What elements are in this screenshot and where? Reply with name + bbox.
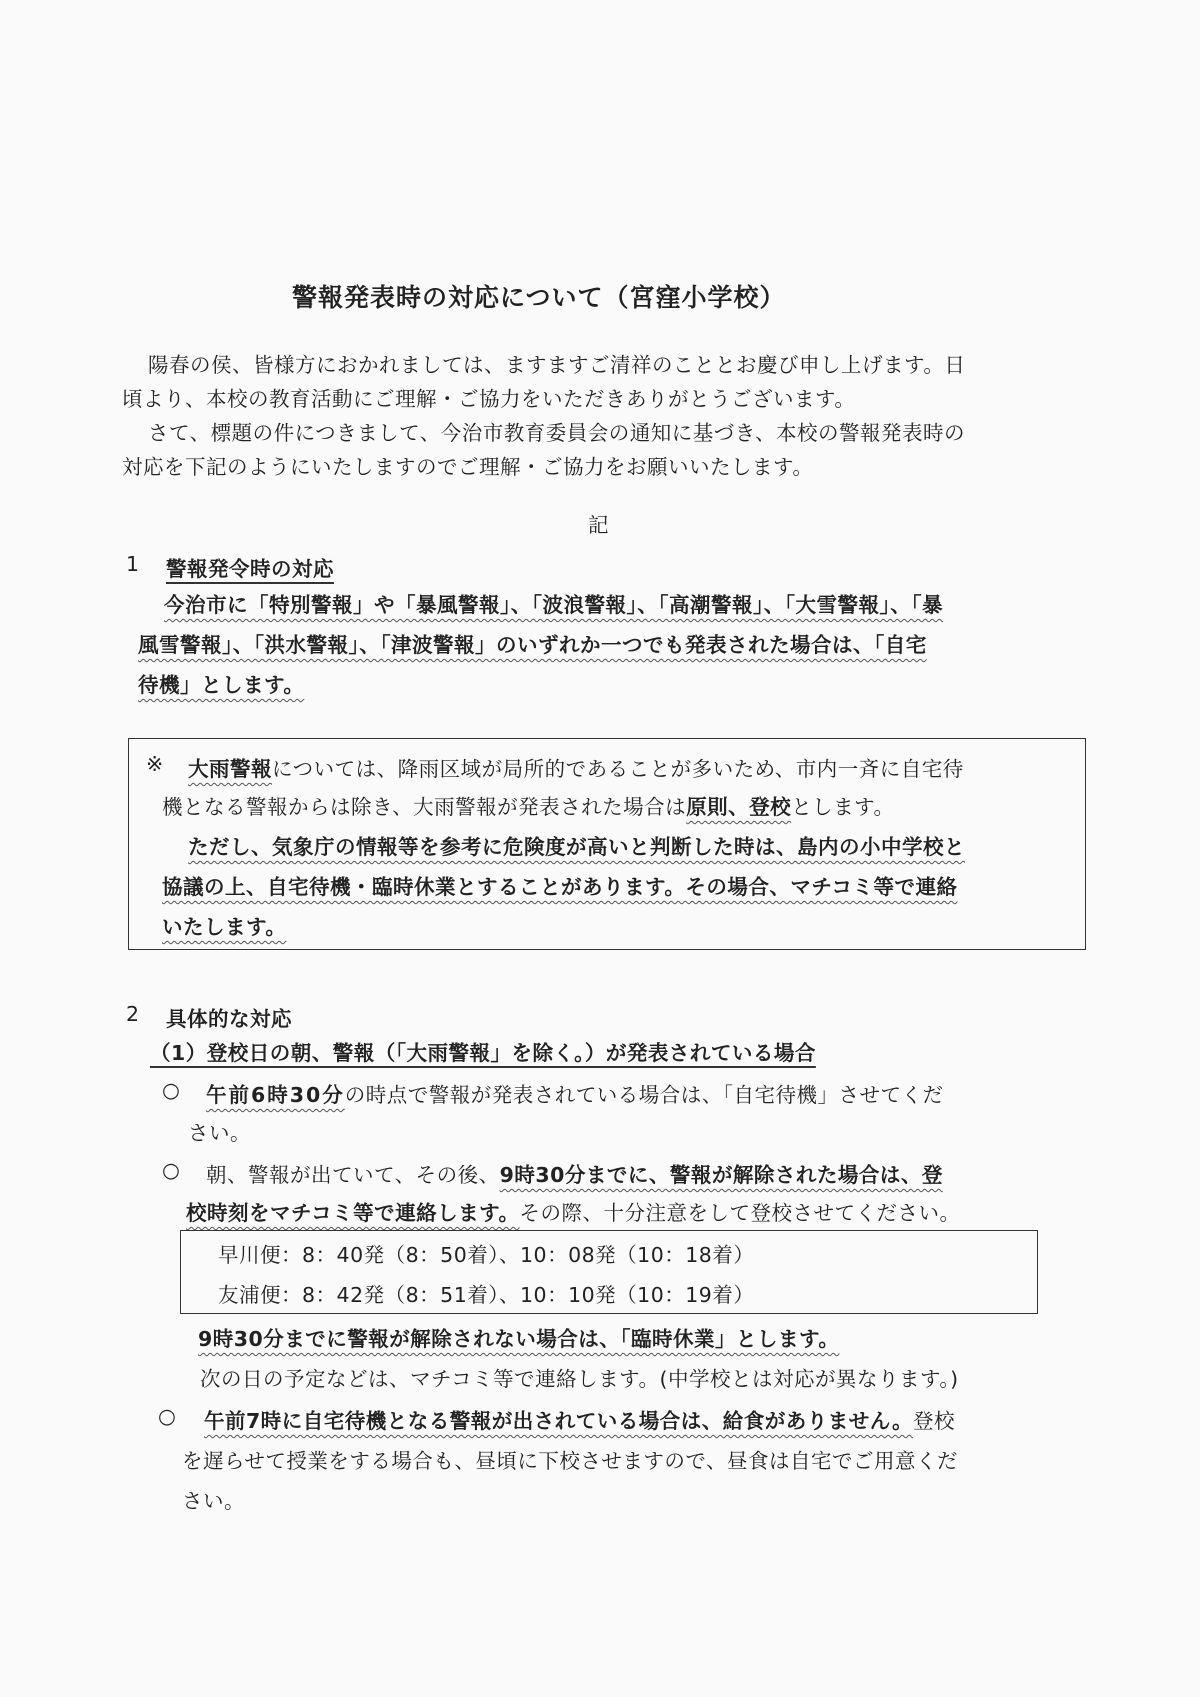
page-title: 警報発表時の対応について（宮窪小学校） [292,283,786,312]
intro-line-4: 対応を下記のようにいたしますのでご理解・ご協力をお願いいたします。 [122,455,814,479]
bullet-3-a: 午前7時に自宅待機となる警報が出されている場合は、給食がありません。 [204,1409,913,1433]
section-1-line-1: 今治市に「特別警報」や「暴風警報」、「波浪警報」、「高潮警報」、「大雪警報」、「暴 [164,593,943,617]
bullet-2-mark: ○ [162,1158,181,1182]
bullet-2-c: 校時刻をマチコミ等で連絡します。 [186,1201,520,1225]
bullet-1-time: 午前6時30分 [206,1083,345,1107]
bullet-2-after-line-1: 9時30分までに警報が解除されない場合は、「臨時休業」とします。 [198,1327,840,1351]
note-line-1-rest: については、降雨区域が局所的であることが多いため、市内一斉に自宅待 [272,757,964,781]
note-line-2-c: とします。 [791,795,895,819]
ki-marker: 記 [588,513,609,537]
note-line-2-a: 機となる警報からは除き、大雨警報が発表された場合は [162,795,687,819]
bullet-1-mark: ○ [162,1078,181,1102]
intro-line-3: さて、標題の件につきまして、今治市教育委員会の通知に基づき、本校の警報発表時の [148,421,965,445]
section-2-number: 2 [126,1002,140,1026]
bullet-3-line-1 [204,1404,955,1434]
bullet-3-line-3: さい。 [182,1489,245,1513]
bus-row-hayakawa: 早川便：8：40発（8：50着）、10：08発（10：18着） [218,1243,755,1267]
section-1-line-3: 待機」とします。 [138,673,305,697]
intro-line-2: 頃より、本校の教育活動にご理解・ご協力をいただきありがとうございます。 [122,387,856,411]
note-principle: 原則、登校 [686,795,792,819]
bullet-3-line-2: を遅らせて授業をする場合も、昼頃に下校させますので、昼食は自宅でご用意くだ [182,1449,958,1473]
section-2-heading: 具体的な対応 [166,1007,292,1031]
bullet-2-line-1 [206,1158,943,1188]
section-1-heading: 警報発令時の対応 [166,557,334,581]
note-mark: ※ [146,752,164,776]
bullet-2-line-2 [186,1196,961,1226]
bus-row-tomoura: 友浦便：8：42発（8：51着）、10：10発（10：19着） [218,1283,755,1307]
bullet-2-a: 朝、警報が出ていて、その後、 [206,1163,500,1187]
bullet-2-after-line-2: 次の日の予定などは、マチコミ等で連絡します。(中学校とは対応が異なります。) [200,1367,959,1391]
section-1-number: 1 [126,552,140,576]
bullet-3-b: 登校 [913,1409,955,1433]
note-heavy-rain: 大雨警報 [188,757,272,781]
intro-line-1: 陽春の侯、皆様方におかれましては、ますますご清祥のこととお慶び申し上げます。日 [148,353,966,377]
bullet-3-mark: ○ [158,1404,177,1428]
note-line-4: 協議の上、自宅待機・臨時休業とすることがあります。その場合、マチコミ等で連絡 [162,875,958,899]
note-line-5: いたします。 [162,915,287,939]
bullet-2-d: その際、十分注意をして登校させてください。 [519,1201,961,1225]
note-line-2 [162,790,895,820]
section-1-line-2: 風雪警報」、「洪水警報」、「津波警報」のいずれか一つでも発表された場合は、「自宅 [138,633,927,657]
bullet-2-b: 9時30分までに、警報が解除された場合は、登 [499,1163,943,1187]
note-line-3: ただし、気象庁の情報等を参考に危険度が高いと判断した時は、島内の小中学校と [188,835,965,859]
section-2-sub-1: （1）登校日の朝、警報（「大雨警報」を除く。）が発表されている場合 [150,1041,816,1065]
bullet-1-line-1 [206,1078,944,1108]
bullet-1-line-2: さい。 [188,1121,251,1145]
note-line-1 [188,752,964,782]
bullet-1-rest: の時点で警報が発表されている場合は、「自宅待機」させてくだ [344,1083,944,1107]
